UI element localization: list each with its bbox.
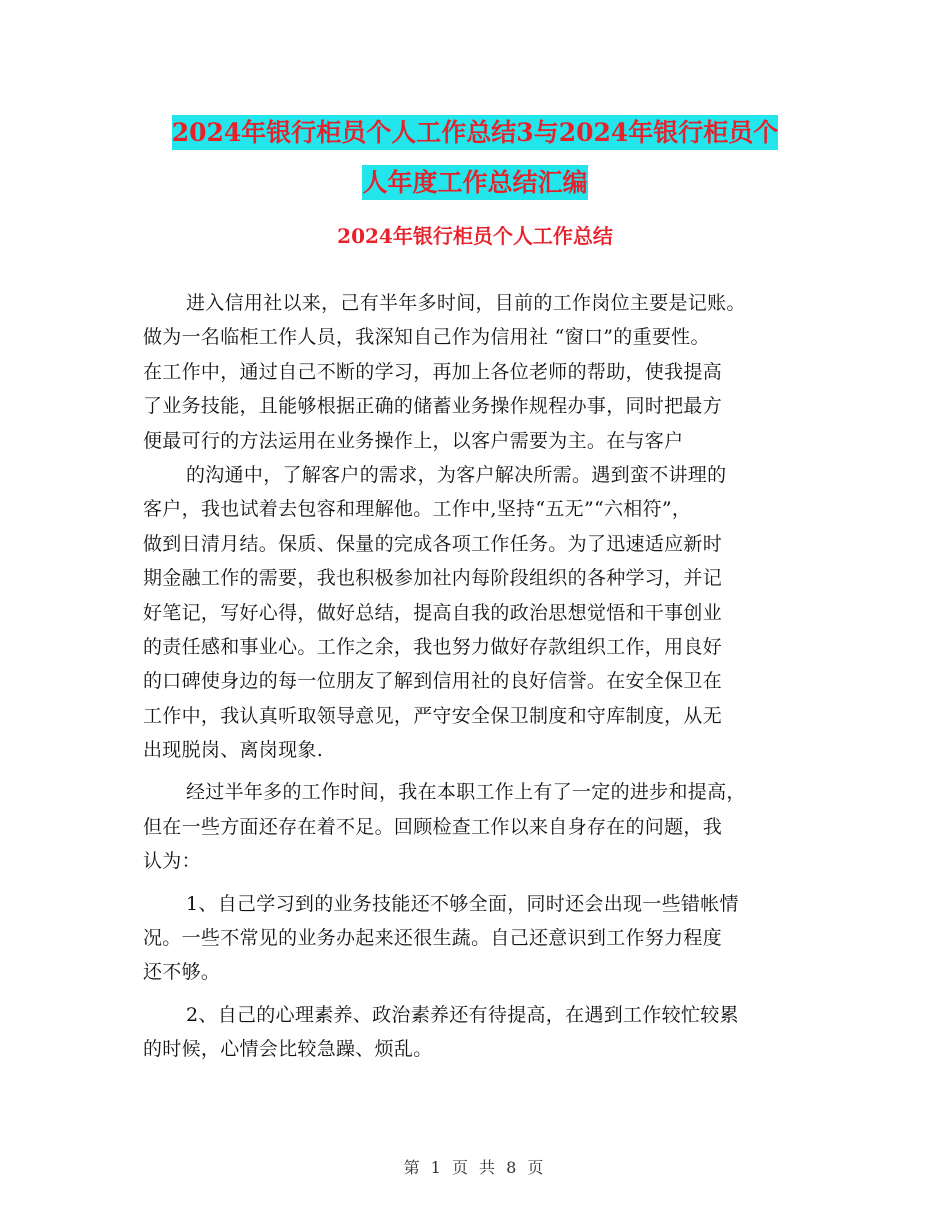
document-title: [140, 108, 810, 208]
document-title-line-1: 2024年银行柜员个人工作总结3与2024年银行柜员个: [172, 115, 779, 150]
paragraph-2-line: 的沟通中，了解客户的需求，为客户解决所需。遇到蛮不讲理的: [186, 463, 727, 486]
paragraph-1-line: 了业务技能，且能够根据正确的储蓄业务操作规程办事，同时把最方: [143, 395, 723, 418]
document-title-line-2: 人年度工作总结汇编: [362, 165, 587, 200]
paragraph-2-line: 做到日清月结。保质、保量的完成各项工作任务。为了迅速适应新时: [143, 532, 723, 555]
paragraph-2-line: 好笔记，写好心得，做好总结，提高自我的政治思想觉悟和干事创业: [143, 601, 723, 624]
paragraph-gap: [143, 767, 813, 775]
paragraph-1-line: 便最可行的方法运用在业务操作上，以客户需要为主。在与客户: [143, 429, 684, 452]
paragraph-2-line: 出现脱岗、离岗现象.: [143, 739, 324, 762]
paragraph-gap: [143, 990, 813, 998]
paragraph-1-line: 进入信用社以来，己有半年多时间，目前的工作岗位主要是记账。: [186, 292, 746, 314]
paragraph-5-line: 的时候，心情会比较急躁、烦乱。: [143, 1038, 433, 1061]
paragraph-4-line: 况。一些不常见的业务办起来还很生蔬。自己还意识到工作努力程度: [143, 927, 723, 950]
paragraph-2-line: 工作中，我认真听取领导意见，严守安全保卫制度和守库制度，从无: [143, 704, 723, 727]
paragraph-4-line: 还不够。: [143, 961, 221, 984]
body-text: [143, 286, 813, 1067]
paragraph-3-line: 认为：: [143, 850, 201, 873]
paragraph-1-line: 做为一名临柜工作人员，我深知自己作为信用社 “窗口”的重要性。: [143, 326, 710, 349]
paragraph-2-line: 的口碑使身边的每一位朋友了解到信用社的良好信誉。在安全保卫在: [143, 670, 723, 693]
paragraph-2-line: 期金融工作的需要，我也积极参加社内每阶段组织的各种学习，并记: [143, 567, 723, 590]
paragraph-5-line: 2、自己的心理素养、政治素养还有待提高，在遇到工作较忙较累: [186, 1003, 739, 1026]
paragraph-3-line: 但在一些方面还存在着不足。回顾检查工作以来自身存在的问题，我: [143, 815, 723, 838]
paragraph-2-line: 客户，我也试着去包容和理解他。工作中,坚持“五无”“六相符”，: [143, 498, 692, 521]
page-footer: 第 1 页 共 8 页: [403, 1158, 547, 1177]
section-title: 2024年银行柜员个人工作总结: [337, 224, 613, 248]
paragraph-2-line: 的责任感和事业心。工作之余，我也努力做好存款组织工作，用良好: [143, 635, 723, 658]
paragraph-4-line: 1、自己学习到的业务技能还不够全面，同时还会出现一些错帐情: [186, 892, 739, 915]
paragraph-gap: [143, 879, 813, 887]
paragraph-3-line: 经过半年多的工作时间，我在本职工作上有了一定的进步和提高，: [186, 781, 746, 804]
paragraph-1-line: 在工作中，通过自己不断的学习，再加上各位老师的帮助，使我提高: [143, 360, 723, 383]
